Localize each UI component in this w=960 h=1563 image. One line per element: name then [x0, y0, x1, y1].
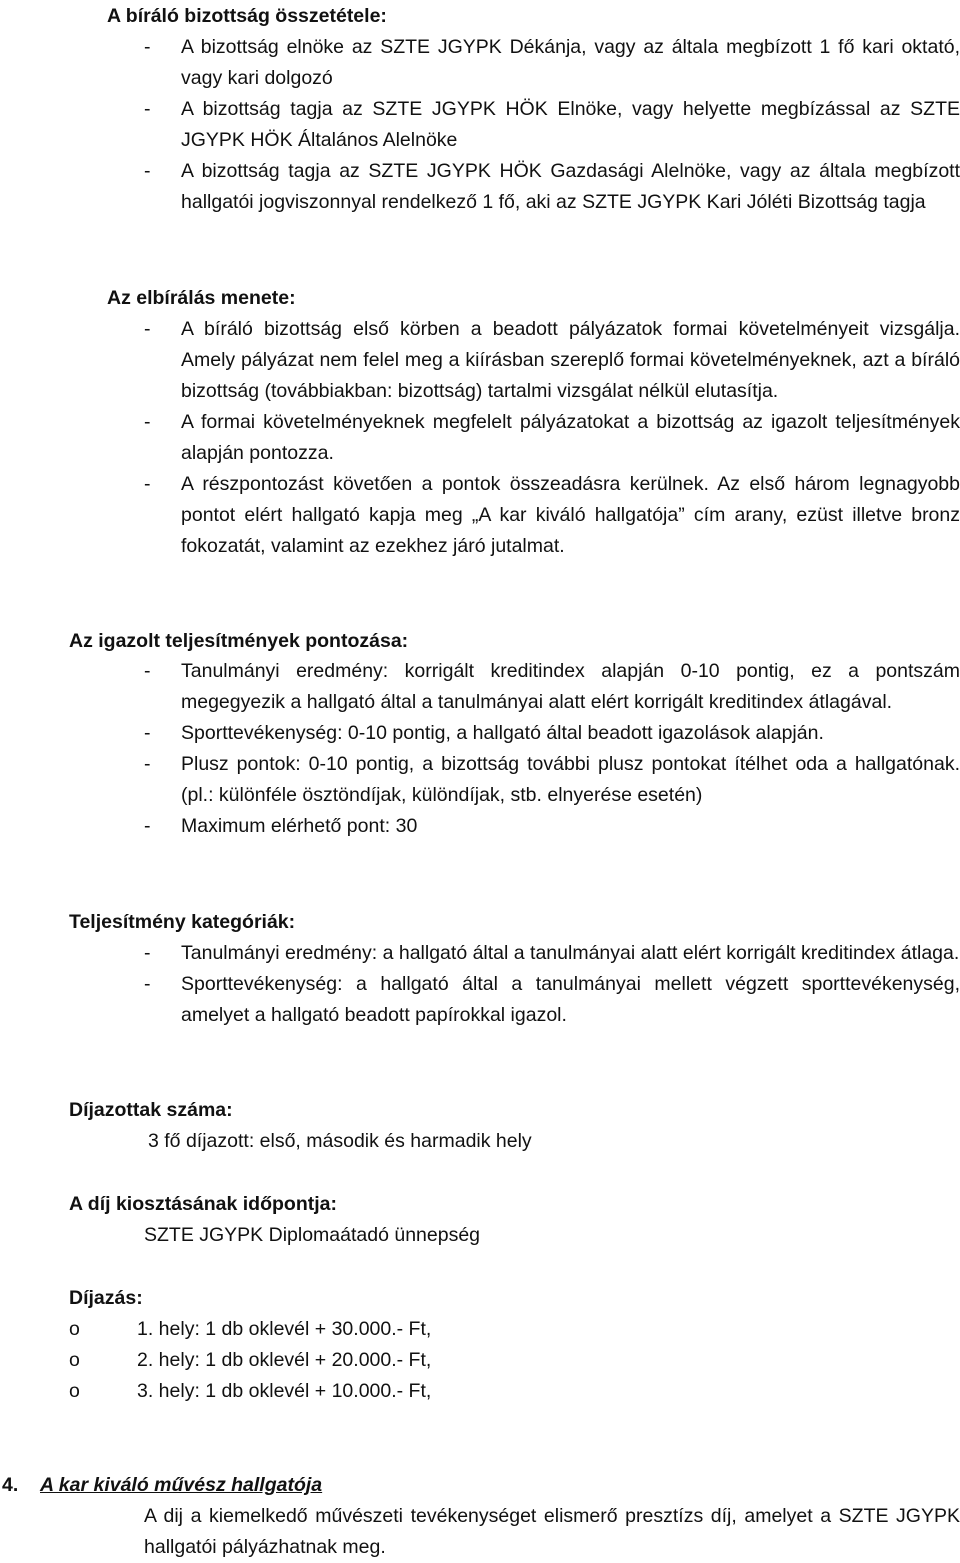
dash-marker: -: [144, 815, 151, 837]
section-number: 4.: [2, 1474, 19, 1496]
list-item-text: Sporttevékenység: 0-10 pontig, a hallgató által beadott igazolások alapján.: [181, 722, 824, 744]
circle-bullet-icon: o: [69, 1380, 80, 1402]
list-item: [144, 938, 960, 969]
list-item-text: 2. hely: 1 db oklevél + 20.000.- Ft,: [137, 1349, 432, 1371]
section-4-paragraph: A dij a kiemelkedő művészeti tevékenységet elismerő presztízs díj, amelyet a SZTE JGYPK hallgatói pályázhatnak meg.: [144, 1505, 960, 1558]
list-item: [144, 811, 960, 842]
list-item-text: Sporttevékenység: a hallgató által a tanulmányai mellett végzett sporttevékenység, amelyet a hallgató beadott papírokkal igazol.: [181, 973, 960, 1026]
section-4-heading: [0, 1470, 322, 1501]
list-item: [144, 469, 960, 562]
list-item-text: Tanulmányi eredmény: korrigált kreditindex alapján 0-10 pontig, ez a pontszám megegyezik a hallgató által a tanulmányai alatt elért korrigált kreditindex átlagával.: [181, 660, 960, 713]
dash-marker: -: [144, 318, 151, 340]
heading-prizes: Díjazás:: [69, 1287, 143, 1309]
section-title: A kar kiváló művész hallgatója: [40, 1474, 323, 1496]
ceremony-text: SZTE JGYPK Diplomaátadó ünnepség: [144, 1224, 481, 1246]
list-item-text: A bizottság tagja az SZTE JGYPK HÖK Elnöke, vagy helyette megbízással az SZTE JGYPK HÖK Általános Alelnöke: [181, 98, 960, 151]
heading-performance-categories: Teljesítmény kategóriák:: [69, 911, 296, 933]
list-item-text: Plusz pontok: 0-10 pontig, a bizottság további plusz pontokat ítélhet oda a hallgatónak. (pl.: különféle ösztöndíjak, különdíjak, stb. elnyerése esetén): [181, 753, 960, 806]
dash-marker: -: [144, 160, 151, 182]
dash-marker: -: [144, 411, 151, 433]
dash-marker: -: [144, 98, 151, 120]
list-item-text: A részpontozást követően a pontok összeadásra kerülnek. Az első három legnagyobb pontot elért hallgató kapja meg „A kar kiváló hallgatója” cím arany, ezüst illetve bronz fokozatát, valamint az ezekhez járó jutalmat.: [181, 473, 960, 557]
list-item-text: 3. hely: 1 db oklevél + 10.000.- Ft,: [137, 1380, 432, 1402]
performance-categories-list: [144, 938, 960, 1031]
scoring-list: [144, 656, 960, 842]
list-item-text: Maximum elérhető pont: 30: [181, 815, 418, 837]
heading-scoring: Az igazolt teljesítmények pontozása:: [69, 630, 409, 652]
committee-composition-list: [144, 32, 960, 218]
dash-marker: -: [144, 753, 151, 775]
evaluation-procedure-list: [144, 314, 960, 562]
list-item: [144, 32, 960, 94]
list-item: [69, 1314, 769, 1345]
heading-committee-composition: A bíráló bizottság összetétele:: [107, 5, 387, 27]
dash-marker: -: [144, 36, 151, 58]
list-item: [144, 156, 960, 218]
circle-bullet-icon: o: [69, 1349, 80, 1371]
dash-marker: -: [144, 660, 151, 682]
dash-marker: -: [144, 473, 151, 495]
heading-evaluation-procedure: Az elbírálás menete:: [107, 287, 296, 309]
list-item-text: A formai követelményeknek megfelelt pályázatokat a bizottság az igazolt teljesítmények alapján pontozza.: [181, 411, 960, 464]
list-item: [144, 656, 960, 718]
list-item: [69, 1376, 769, 1407]
list-item: [144, 718, 960, 749]
heading-number-of-winners: Díjazottak száma:: [69, 1099, 233, 1121]
dash-marker: -: [144, 722, 151, 744]
dash-marker: -: [144, 973, 151, 995]
heading-award-date: A díj kiosztásának időpontja:: [69, 1193, 337, 1215]
list-item: [144, 407, 960, 469]
list-item: [144, 314, 960, 407]
winners-text: 3 fő díjazott: első, második és harmadik hely: [148, 1130, 532, 1152]
list-item-text: 1. hely: 1 db oklevél + 30.000.- Ft,: [137, 1318, 432, 1340]
list-item: [144, 969, 960, 1031]
list-item: [144, 749, 960, 811]
list-item-text: Tanulmányi eredmény: a hallgató által a tanulmányai alatt elért korrigált kreditindex átlaga.: [181, 942, 960, 964]
circle-bullet-icon: o: [69, 1318, 80, 1340]
prizes-list: [69, 1314, 769, 1407]
list-item-text: A bíráló bizottság első körben a beadott pályázatok formai követelményeit vizsgálja. Amely pályázat nem felel meg a kiírásban szereplő formai követelményeknek, azt a bíráló bizottság (továbbiakban: bizottság) tartalmi vizsgálat nélkül elutasítja.: [181, 318, 960, 402]
list-item-text: A bizottság tagja az SZTE JGYPK HÖK Gazdasági Alelnöke, vagy az általa megbízott hallgatói jogviszonnyal rendelkező 1 fő, aki az SZTE JGYPK Kari Jóléti Bizottság tagja: [181, 160, 960, 213]
list-item: [69, 1345, 769, 1376]
dash-marker: -: [144, 942, 151, 964]
list-item-text: A bizottság elnöke az SZTE JGYPK Dékánja, vagy az általa megbízott 1 fő kari oktató, vagy kari dolgozó: [181, 36, 960, 89]
list-item: [144, 94, 960, 156]
